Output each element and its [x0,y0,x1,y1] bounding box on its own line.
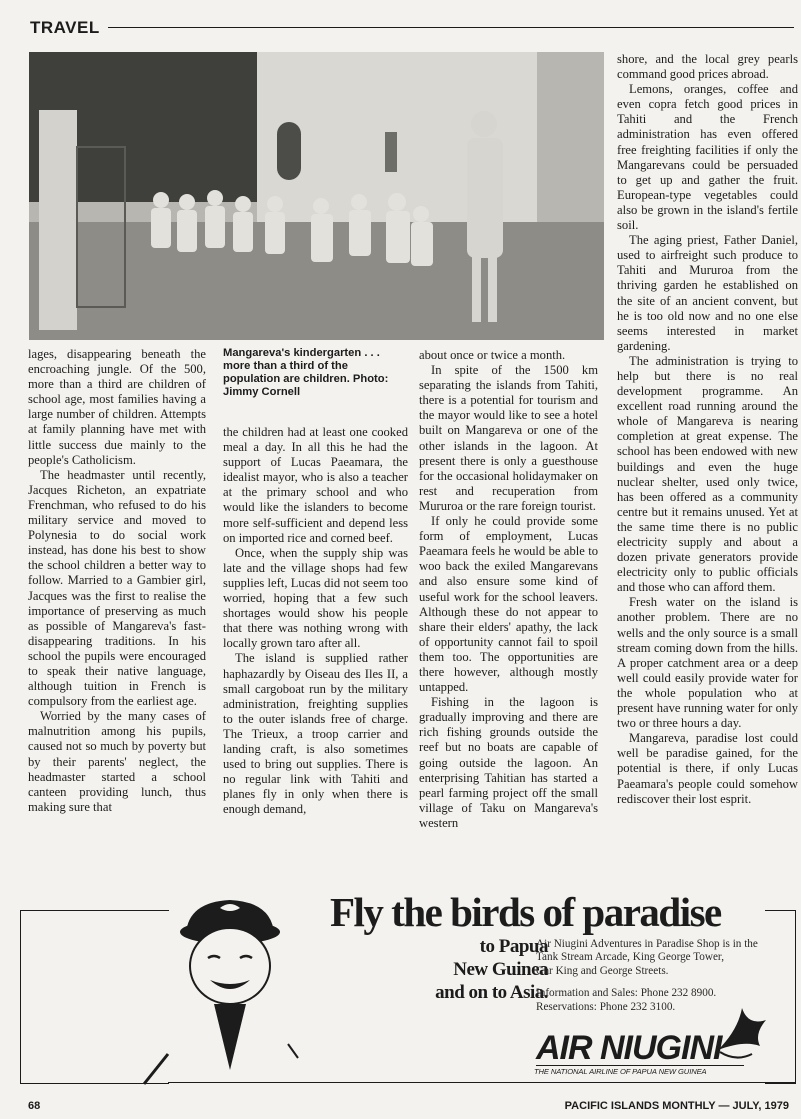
paragraph: lages, disappearing beneath the encroaching jungle. Of the 500, more than a third are children of school age, most families having a large number of children. Attempts at family planning have met with little success due mainly to the people's Catholicism. [28,347,206,467]
ad-destination: New Guinea [453,959,548,980]
pilot-illustration [138,894,318,1089]
logo-underline [536,1065,744,1066]
kindergarten-photo [29,52,604,340]
paragraph: Worried by the many cases of malnutrition among his pupils, caused not so much by poverty but by their parents' neglect, the headmaster started a school canteen providing lunch, thus making sure that [28,709,206,814]
paragraph: In spite of the 1500 km separating the islands from Tahiti, there is a potential for tourism and the mayor would like to see a hotel built on Mangareva or one of the other islands in the lagoon. At present there is only a guesthouse for the occasional holidaymaker on rest and recuperation from Mururoa or the rare foreign tourist. [419,363,598,513]
ad-shop-text: Air Niugini Adventures in Paradise Shop is in the [536,938,758,950]
paragraph: the children had at least one cooked meal a day. In all this he had the support of Lucas Paeamara, the idealist mayor, who is also a teacher at the primary school and who would like the islanders to become more self-sufficient and depend less on imported rice and corned beef. [223,425,408,545]
paragraph: If only he could provide some form of employment, Lucas Paeamara feels he would be able to woo back the exiled Mangarevans and also ensure some kind of useful work for the school leavers. Although these do not appear to share their elders' apathy, the lack of opportunity cannot fail to spoil them too. The opportunities are there however, although mostly untapped. [419,514,598,695]
ad-destination: and on to Asia. [435,982,548,1003]
ad-destination: to Papua [479,936,548,957]
paragraph: The administration is trying to help but there is no real development programme. An excellent road running around the whole of Mangareva is nearing completion at great expense. The school has been endowed with new buildings and even the huge nuclear shelter, used only twice, has been offered as a community centre but it remains unused. Yet at the same time there is no public electricity supply and about a dozen private generators provide electricity only to public officials and those who can afford them. [617,353,798,595]
article-column-1 [28,347,206,879]
paragraph: Mangareva, paradise lost could well be paradise gained, for the potential is there, if only Lucas Paeamara's people could somehow rediscover their lost esprit. [617,731,798,806]
ad-phone-text: Information and Sales: Phone 232 8900. [536,987,717,999]
photo-window [385,132,397,172]
paragraph: Fishing in the lagoon is gradually improving and there are rich fishing grounds outside the reef but no boats are capable of going outside the lagoon. An enterprising Tahitian has started a pearl farming project off the small village of Taku on Mangareva's western [419,695,598,830]
photo-gate-post [39,110,77,330]
paragraph: Fresh water on the island is another problem. There are no wells and the only source is a small stream coming down from the hills. A proper catchment area or a deep well could easily provide water for the whole population who at present have running water for only two or three hours a day. [617,595,798,731]
article-column-2 [223,425,408,879]
photo-caption: Mangareva's kindergarten . . . more than a third of the population are children. Photo: Jimmy Cornell [223,347,389,398]
paragraph: The aging priest, Father Daniel, used to airfreight such produce to Tahiti and Mururoa from the thriving garden he established on the site of an ancient convent, but he is too old now and no one else seems interested in market gardening. [617,233,798,353]
ad-shop-text: Cnr King and George Streets. [536,965,669,977]
ad-shop-text: Tank Stream Arcade, King George Tower, [536,951,725,963]
photo-doorway [277,122,301,180]
paragraph: about once or twice a month. [419,348,566,362]
publication-footer: PACIFIC ISLANDS MONTHLY — JULY, 1979 [564,1100,789,1112]
section-label: TRAVEL [30,18,100,37]
paragraph: Lemons, oranges, coffee and even copra fetch good prices in Tahiti and the French administration has even offered free freighting facilities if only the Mangarevans could be persuaded to get up and gather the fruit. European-type vegetables could also be grown in the island's fertile soil. [617,82,798,233]
article-column-4 [617,52,798,880]
paragraph: The island is supplied rather haphazardly by Oiseau des Iles II, a small cargoboat run by the military administration, freighting supplies to the outer islands free of charge. The Trieux, a troop carrier and landing craft, is also sometimes used to bring out supplies. There is no regular link with Tahiti and planes fly in only when there is enough demand, [223,651,408,817]
article-column-3 [419,348,598,879]
ad-headline: Fly the birds of paradise [330,889,721,935]
paragraph: The headmaster until recently, Jacques Richeton, an expatriate Frenchman, who refused to do his military service and moved to Polynesia to do social work instead, has done his best to show the school children a better way to follow. Married to a Gambier girl, Jacques was the first to realise the importance of preserving as much as possible of Mangareva's fast-disappearing traditions. In his school the pupils were encouraged to speak their native language, although tuition in French is compulsory from the earliest age. [28,467,206,709]
page-number: 68 [28,1100,41,1112]
air-niugini-logo: AIR NIUGINI [536,1029,722,1067]
section-rule [108,27,794,28]
paragraph: Once, when the supply ship was late and the village shops had few supplies left, Lucas did not seem too worried, hoping that a few such shortages would show his people that there was nothing wrong with locally grown taro after all. [223,545,408,651]
ad-phone-text: Reservations: Phone 232 3100. [536,1001,676,1013]
bird-of-paradise-icon [708,1000,774,1066]
paragraph: shore, and the local grey pearls command good prices abroad. [617,52,798,82]
air-niugini-advertisement [20,888,796,1093]
ad-tagline: THE NATIONAL AIRLINE OF PAPUA NEW GUINEA [534,1067,707,1076]
